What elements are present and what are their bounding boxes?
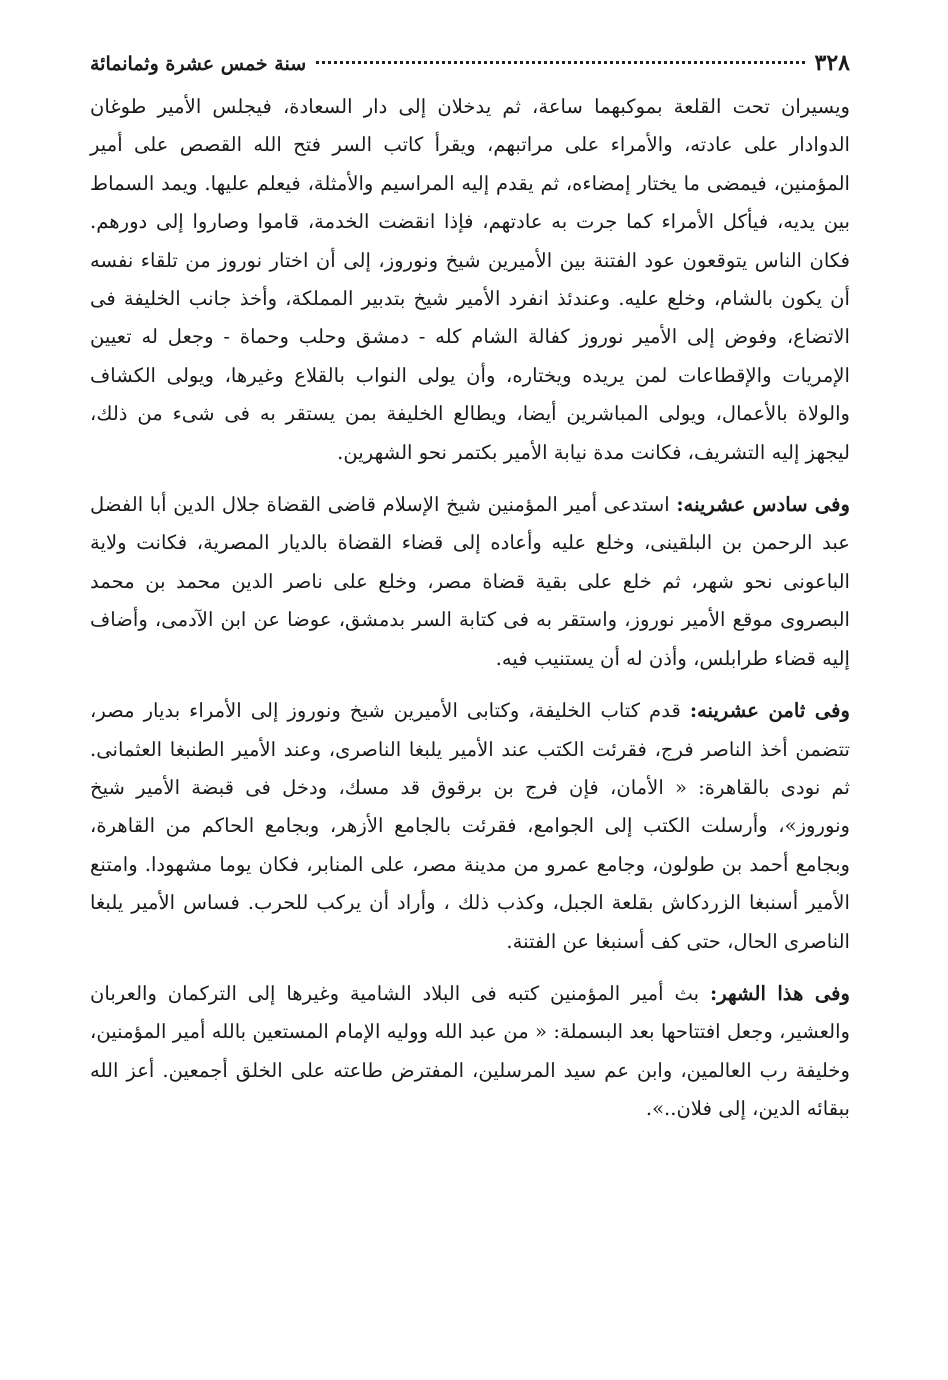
body-text <box>90 88 850 1129</box>
paragraph <box>90 975 850 1129</box>
paragraph-lead: وفى سادس عشرينه: <box>676 493 850 517</box>
page-number: ٣٢٨ <box>814 50 850 76</box>
paragraph-text: قدم كتاب الخليفة، وكتابى الأميرين شيخ ونوروز إلى الأمراء بديار مصر، تتضمن أخذ الناصر فرج، فقرئت الكتب عند الأمير يلبغا الناصرى، وعند الأمير الطنبغا العثمانى. ثم نودى بالقاهرة: « الأمان، فإن فرج بن برقوق قد مسك، ودخل فى قبضة الأمير شيخ ونوروز»، وأرسلت الكتب إلى الجوامع، فقرئت بالجامع الأزهر، وبجامع الحاكم من القاهرة، وبجامع أحمد بن طولون، وجامع عمرو من مدينة مصر، على المنابر، فكان يوما مشهودا. وامتنع الأمير أسنبغا الزردكاش بقلعة الجبل، وكذب ذلك ، وأراد أن يركب للحرب. فساس الأمير يلبغا الناصرى الحال، حتى كف أسنبغا عن الفتنة. <box>90 699 850 953</box>
paragraph <box>90 88 850 472</box>
paragraph-text: استدعى أمير المؤمنين شيخ الإسلام قاضى القضاة جلال الدين أبا الفضل عبد الرحمن بن البلقينى، وخلع عليه وأعاده إلى قضاء القضاة بالديار المصرية، فكانت ولاية الباعونى نحو شهر، ثم خلع على بقية قضاة مصر، وخلع على ناصر الدين محمد بن محمد البصروى موقع الأمير نوروز، واستقر به فى كتابة السر بدمشق، عوضا عن ابن الآدمى، وأضاف إليه قضاء طرابلس، وأذن له أن يستنيب فيه. <box>90 493 850 670</box>
dotted-leader <box>316 61 804 64</box>
paragraph-lead: وفى هذا الشهر: <box>709 981 850 1005</box>
paragraph <box>90 692 850 961</box>
paragraph <box>90 486 850 678</box>
page-header <box>90 50 850 88</box>
running-title: سنة خمس عشرة وثمانمائة <box>90 53 307 75</box>
paragraph-text: ويسيران تحت القلعة بموكبهما ساعة، ثم يدخلان إلى دار السعادة، فيجلس الأمير طوغان الدوادار على عادته، والأمراء على مراتبهم، ويقرأ كاتب السر فتح الله القصص على أمير المؤمنين، فيمضى ما يختار إمضاءه، ثم يقدم إليه المراسيم والأمثلة، فيعلم عليها. ويمد السماط بين يديه، فيأكل الأمراء كما جرت به عادتهم، فإذا انقضت الخدمة، قاموا وصاروا إلى دورهم. فكان الناس يتوقعون عود الفتنة بين الأميرين شيخ ونوروز، إلى أن اختار نوروز من تلقاء نفسه أن يكون بالشام، وخلع عليه. وعندئذ انفرد الأمير شيخ بتدبير المملكة، وأخذ جانب الخليفة فى الاتضاع، وفوض إلى الأمير نوروز كفالة الشام كله - دمشق وحلب وحماة - وجعل له تعيين الإمريات والإقطاعات لمن يريده ويختاره، وأن يولى النواب بالقلاع وغيرها، ويولى الكشاف والولاة بالأعمال، ويولى المباشرين أيضا، ويطالع الخليفة بمن يستقر به فى شىء من ذلك، ليجهز إليه التشريف، فكانت مدة نيابة الأمير بكتمر نحو الشهرين. <box>90 95 850 464</box>
paragraph-text: بث أمير المؤمنين كتبه فى البلاد الشامية وغيرها إلى التركمان والعربان والعشير، وجعل افتتاحها بعد البسملة: « من عبد الله ووليه الإمام المستعين بالله أمير المؤمنين، وخليفة رب العالمين، وابن عم سيد المرسلين، المفترض طاعته على الخلق أجمعين. أعز الله ببقائه الدين، إلى فلان..». <box>90 981 850 1121</box>
paragraph-lead: وفى ثامن عشرينه: <box>689 699 850 723</box>
